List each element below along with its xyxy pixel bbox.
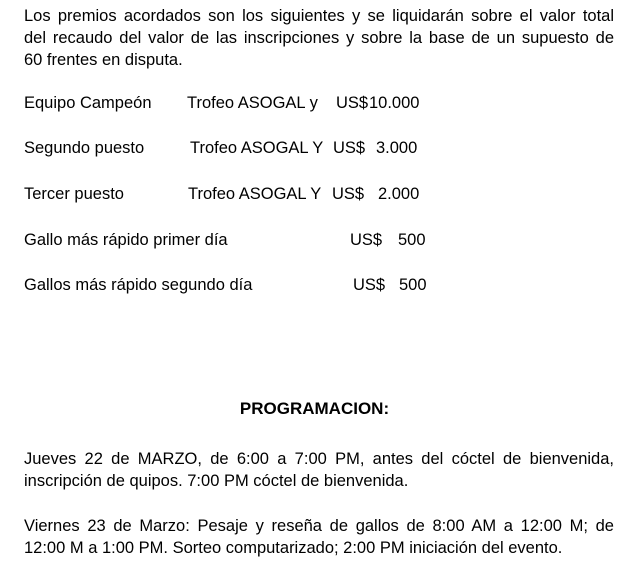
intro-line-3: 60 frentes en disputa. bbox=[24, 51, 183, 69]
prize-place: Segundo puesto bbox=[24, 139, 145, 157]
prize-currency: US$ bbox=[333, 139, 366, 157]
intro-line-2: del recaudo del valor de las inscripciones y sobre la base de un supuesto de bbox=[24, 29, 614, 47]
prize-trophy: Trofeo ASOGAL y bbox=[187, 94, 318, 112]
programacion-heading: PROGRAMACION: bbox=[239, 399, 390, 418]
prize-currency: US$ bbox=[336, 94, 369, 112]
prize-amount: 500 bbox=[399, 276, 427, 294]
programacion-viernes bbox=[24, 515, 614, 559]
prize-place: Gallos más rápido segundo día bbox=[24, 276, 253, 294]
prize-place: Equipo Campeón bbox=[24, 94, 152, 112]
prize-amount: 2.000 bbox=[378, 185, 420, 203]
prize-amount: 500 bbox=[398, 231, 426, 249]
intro-paragraph bbox=[24, 5, 614, 71]
prize-currency: US$ bbox=[350, 231, 383, 249]
prize-trophy: Trofeo ASOGAL Y bbox=[188, 185, 322, 203]
prize-place: Tercer puesto bbox=[24, 185, 124, 203]
viernes-line-2: 12:00 M a 1:00 PM. Sorteo computarizado; 2:00 PM iniciación del evento. bbox=[24, 539, 563, 557]
prize-amount: 3.000 bbox=[376, 139, 418, 157]
intro-line-1: Los premios acordados son los siguientes y se liquidarán sobre el valor total bbox=[24, 7, 614, 25]
jueves-line-1: Jueves 22 de MARZO, de 6:00 a 7:00 PM, antes del cóctel de bienvenida, bbox=[24, 450, 614, 468]
prize-place: Gallo más rápido primer día bbox=[24, 231, 228, 249]
programacion-jueves bbox=[24, 448, 614, 492]
jueves-line-2: inscripción de quipos. 7:00 PM cóctel de bienvenida. bbox=[24, 472, 409, 490]
prize-trophy: Trofeo ASOGAL Y bbox=[190, 139, 324, 157]
prize-currency: US$ bbox=[332, 185, 365, 203]
viernes-line-1: Viernes 23 de Marzo: Pesaje y reseña de gallos de 8:00 AM a 12:00 M; de bbox=[24, 517, 614, 535]
prize-currency: US$ bbox=[353, 276, 386, 294]
prize-amount: 10.000 bbox=[369, 94, 420, 112]
